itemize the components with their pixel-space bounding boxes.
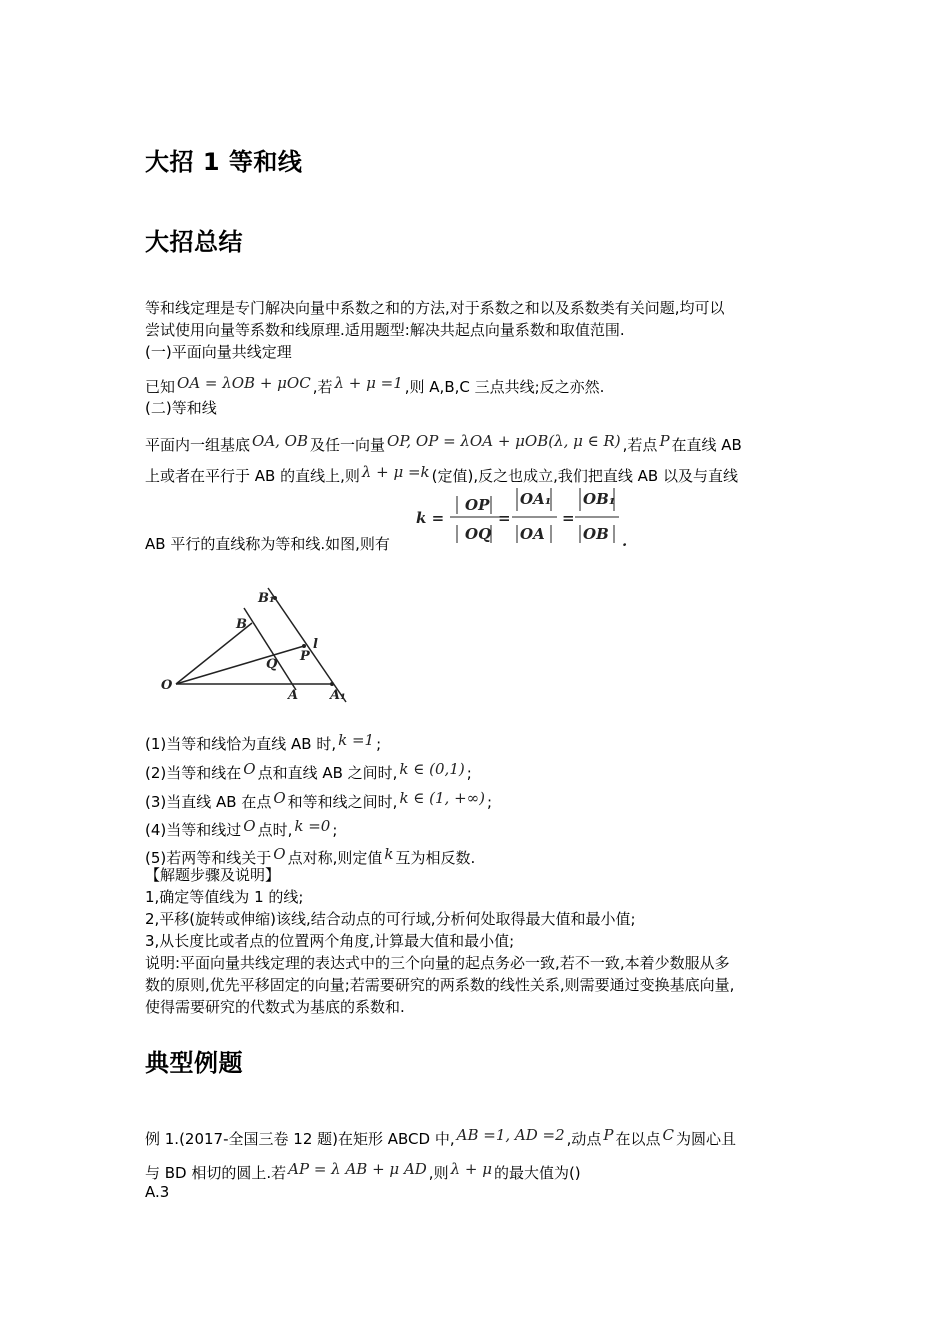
label-q: Q (266, 657, 278, 672)
ratio-formula (412, 482, 637, 552)
formula-op: OP, OP = λOA + μOB(λ, μ ∈ R) (387, 432, 621, 450)
svg-text:.: . (622, 532, 628, 550)
note-line-2: 数的原则,优先平移固定的向量;若需要研究的两系数的线性关系,则需要通过变换基底向量, (145, 976, 735, 994)
note-line-3: 使得需要研究的代数式为基底的系数和. (145, 998, 405, 1016)
svg-text:=: = (562, 509, 575, 527)
intro-line-2: 尝试使用向量等系数和线原理.适用题型:解决共起点向量系数和取值范围. (145, 321, 625, 339)
summary-heading: 大招总结 (145, 228, 243, 256)
steps-heading: 【解题步骤及说明】 (145, 866, 281, 884)
step-1: 1,确定等值线为 1 的线; (145, 888, 304, 906)
ratio-1-num: OP (465, 496, 490, 514)
case-1: (1)当等和线恰为直线 AB 时, k =1 ; (145, 731, 382, 753)
intro-line-1: 等和线定理是专门解决向量中系数之和的方法,对于系数之和以及系数类有关问题,均可以 (145, 299, 725, 317)
label-a: A (288, 688, 299, 703)
examples-heading: 典型例题 (145, 1049, 243, 1077)
step-2: 2,平移(旋转或伸缩)该线,结合动点的可行域,分析何处取得最大值和最小值; (145, 910, 636, 928)
ratio-2-num: OA₁ (520, 490, 552, 508)
label-l: l (313, 637, 318, 652)
formula-base: OA, OB (252, 432, 309, 450)
line-ab (244, 608, 296, 690)
label-a1: A₁ (330, 688, 346, 703)
label-b: B (236, 617, 247, 632)
ratio-3-num: OB₁ (583, 490, 616, 508)
label-o: O (161, 678, 173, 693)
note-line-1: 说明:平面向量共线定理的表达式中的三个向量的起点务必一致,若不一致,本着少数服从多 (145, 954, 730, 972)
example-1-option-a: A.3 (145, 1183, 170, 1201)
example-1-line-2: 与 BD 相切的圆上.若 AP = λ AB + μ AD ,则 λ + μ 的最大值为() (145, 1160, 581, 1182)
line-ob (176, 623, 252, 684)
formula-sum-one: λ + μ =1 (334, 374, 403, 392)
svg-text:=: = (498, 509, 511, 527)
ratio-2-den: OA (520, 525, 545, 543)
formula-p: P (659, 432, 670, 450)
ratio-1-den: OQ (465, 525, 492, 543)
case-2: (2)当等和线在 O 点和直线 AB 之间时, k ∈ (0,1) ; (145, 760, 472, 782)
collinear-statement: 已知 OA = λOB + μOC ,若 λ + μ =1 ,则 A,B,C 三点共线;反之亦然. (145, 374, 605, 396)
example-1-line-1: 例 1.(2017-全国三卷 12 题)在矩形 ABCD 中, AB =1, AD =2 ,动点 P 在以点 C 为圆心且 (145, 1126, 737, 1148)
formula-k: λ + μ =k (361, 463, 430, 481)
isosum-line-1: 平面内一组基底 OA, OB 及任一向量 OP, OP = λOA + μOB(λ, μ ∈ R) ,若点 P 在直线 AB (145, 432, 742, 454)
case-5: (5)若两等和线关于 O 点对称,则定值 k 互为相反数. (145, 845, 476, 867)
line-op (176, 646, 304, 684)
case-3: (3)当直线 AB 在点 O 和等和线之间时, k ∈ (1, +∞) ; (145, 789, 493, 811)
point-a1 (330, 682, 334, 686)
point-p (302, 644, 306, 648)
step-3: 3,从长度比或者点的位置两个角度,计算最大值和最小值; (145, 932, 515, 950)
collinear-heading: (一)平面向量共线定理 (145, 343, 292, 361)
formula-oa: OA = λOB + μOC (177, 374, 311, 392)
label-b1: B₁ (258, 591, 275, 606)
isosum-heading: (二)等和线 (145, 399, 217, 417)
isosum-diagram (150, 578, 360, 708)
label-p: P (300, 649, 310, 664)
ratio-3-den: OB (583, 525, 609, 543)
isosum-line-2: 上或者在平行于 AB 的直线上,则 λ + μ =k (定值),反之也成立,我们把直线 AB 以及与直线 (145, 463, 738, 485)
ratio-k: k = (416, 509, 445, 527)
case-4: (4)当等和线过 O 点时, k =0 ; (145, 817, 338, 839)
isosum-line-3: AB 平行的直线称为等和线.如图,则有 (145, 535, 390, 553)
line-l (268, 588, 346, 702)
main-title: 大招 1 等和线 (145, 148, 303, 176)
